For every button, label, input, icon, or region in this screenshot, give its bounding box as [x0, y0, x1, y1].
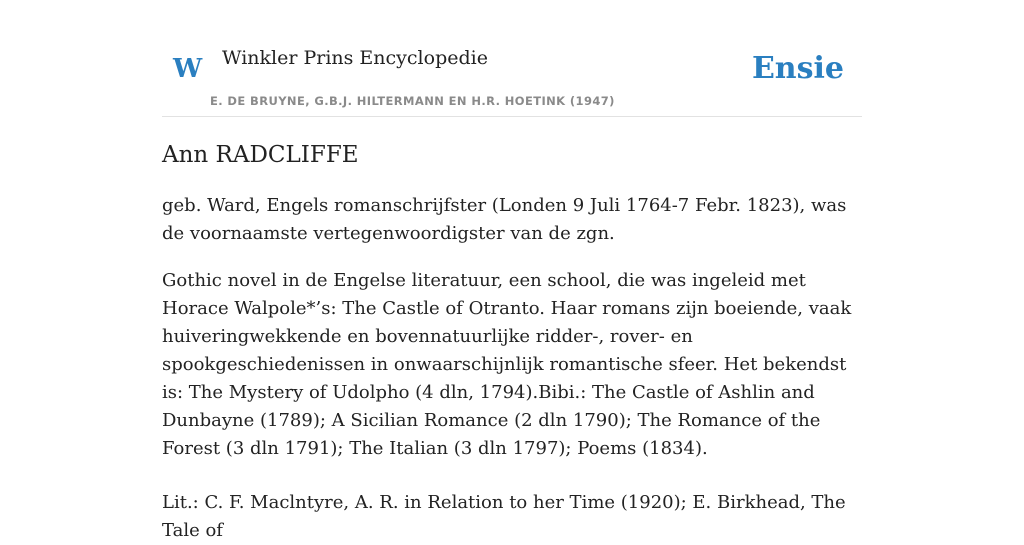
ensie-logo[interactable]: Ensie — [751, 51, 844, 86]
article-title: Ann RADCLIFFE — [162, 142, 359, 168]
winkler-prins-logo[interactable]: W — [173, 54, 203, 84]
publication-title: Winkler Prins Encyclopedie — [222, 47, 488, 69]
article-paragraph: Lit.: C. F. Maclntyre, A. R. in Relation to her Time (1920); E. Birkhead, The Tale of — [162, 492, 846, 541]
publication-authors: E. DE BRUYNE, G.B.J. HILTERMANN EN H.R. HOETINK (1947) — [210, 94, 615, 108]
article-page — [162, 0, 862, 541]
site-header — [162, 0, 862, 117]
article-paragraph: Gothic novel in de Engelse literatuur, een school, die was ingeleid met Horace Walpole*’s: The Castle of Otranto. Haar romans zijn boeiende, vaak huiveringwekkende en bovennatuurlijke ridder-, rover- en spookgeschiedenissen in onwaarschijnlijk romantische sfeer. Het bekendst is: The Mystery of Udolpho (4 dln, 1794).Bibi.: The Castle of Ashlin and Dunbayne (1789); A Sicilian Romance (2 dln 1790); The Romance of the Forest (3 dln 1791); The Italian (3 dln 1797); Poems (1834). — [162, 270, 852, 459]
article-paragraph: geb. Ward, Engels romanschrijfster (Londen 9 Juli 1764-7 Febr. 1823), was de voornaamste vertegenwoordigster van de zgn. — [162, 195, 847, 244]
